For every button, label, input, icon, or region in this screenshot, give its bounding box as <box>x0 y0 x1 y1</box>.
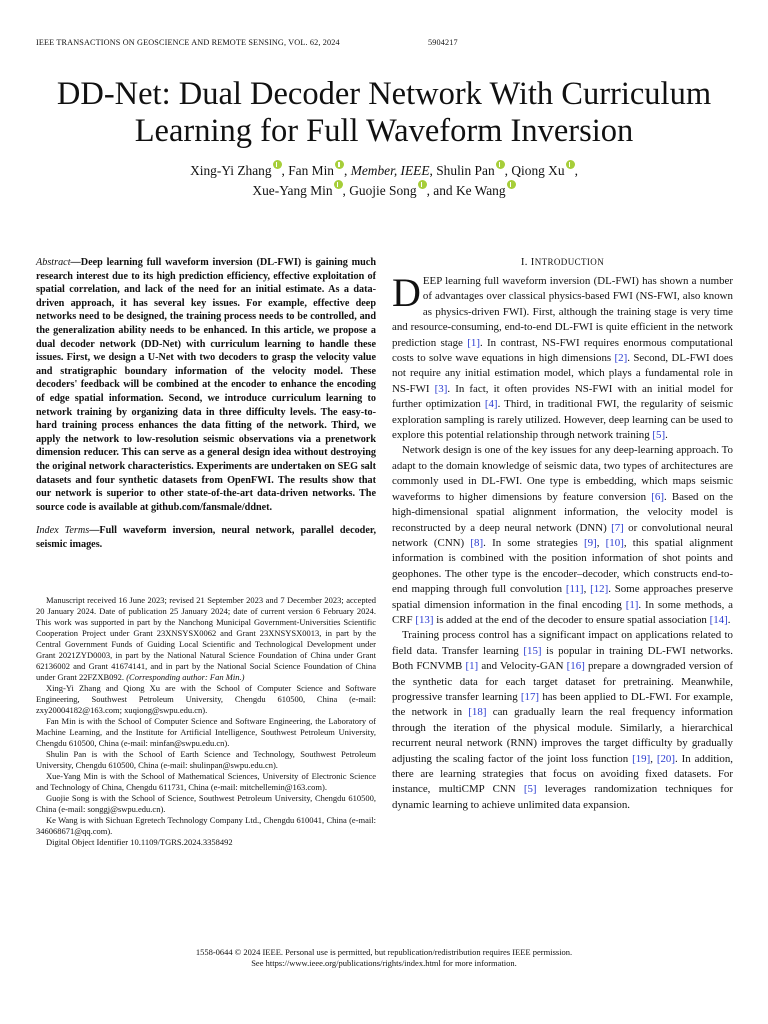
citation-link[interactable]: [14] <box>709 613 728 626</box>
citation-link[interactable]: [16] <box>566 660 585 673</box>
citation-link[interactable]: [20] <box>656 752 676 765</box>
footnote-affiliation: Ke Wang is with Sichuan Egretech Technology Company Ltd., Chengdu 610041, China (e-mail: 346068671@qq.com). <box>36 815 376 837</box>
orcid-icon[interactable] <box>566 160 575 169</box>
footnote-affiliation: Fan Min is with the School of Computer Science and Software Engineering, the Laboratory of Machine Learning, and the Institute for Artificial Intelligence, Southwest Petroleum University, Chengdu 610500, China (e-mail: minfan@swpu.edu.cn). <box>36 716 376 749</box>
index-terms-label: Index Terms <box>36 525 90 537</box>
citation-link[interactable]: [18] <box>468 706 487 719</box>
citation-link[interactable]: [4] <box>484 398 498 411</box>
page-number: 5904217 <box>428 38 458 47</box>
author-name: Fan Min <box>288 163 334 178</box>
author-list: Xing-Yi Zhang , Fan Min , Member, IEEE, Shulin Pan , Qiong Xu , Xue-Yang Min , Guojie Song , and Ke Wang <box>60 160 708 200</box>
citation-link[interactable]: [1] <box>465 660 479 673</box>
author-name: Xue-Yang Min <box>252 183 333 198</box>
citation-link[interactable]: [5] <box>652 429 666 442</box>
abstract-text: Deep learning full waveform inversion (DL-FWI) is gaining much research interest due to its high prediction efficiency, effective exploitation of spatial correlation, and lack of the need for an initial estimate. As a data-driven approach, it has several key issues. For example, effective deep networks need to be designed, the training process needs to be controlled, and the generalization ability needs to be enhanced. In this article, we propose a dual decoder network (DD-Net) with curriculum learning to handle these issues. First, we design a U-Net with two decoders to grasp the velocity value and stratigraphic boundary information of the velocity model. These decoders' feedback will be combined at the encoder to enhance the encoding of edge spatial information. Second, we introduce curriculum learning to network training by organizing data in three difficulty levels. The easy-to-hard training process enhances the data fitting of the network. Third, we apply the network to low-resolution seismic observations via a prenetwork dimension reducer. This can serve as a general design idea without destroying the original network characteristics. Experiments are undertaken on SEG salt datasets and four synthetic datasets from OpenFWI. The results show that our network is superior to other state-of-the-art data-driven networks. The source code is available at github.com/fansmale/ddnet. <box>36 257 376 513</box>
citation-link[interactable]: [17] <box>520 690 540 703</box>
left-column <box>36 256 376 848</box>
citation-link[interactable]: [15] <box>523 644 542 657</box>
orcid-icon[interactable] <box>507 180 516 189</box>
footnote-affiliation: Xue-Yang Min is with the School of Mathematical Sciences, University of Electronic Science and Technology of China, Chengdu 611731, China (e-mail: mitchellemin@163.com). <box>36 771 376 793</box>
footnote-manuscript: Manuscript received 16 June 2023; revised 21 September 2023 and 7 December 2023; accepted 20 January 2024. Date of publication 25 January 2024; date of current version 6 February 2024. This work was supported in part by the Nanchong Municipal Government-Universities Scientific Cooperation Project under Grant 23XNSYSX0062 and Grant 23XNSYSX0013, in part by the Central Government Funds of Guiding Local Scientific and Technological Development under Grant 2021ZYD0003, in part by the National Natural Science Foundation of China under Grant 62136002 and Grant 41674141, and in part by the National Social Science Foundation of China under Grant 22FZXB092. (Corresponding author: Fan Min.) <box>36 595 376 683</box>
intro-paragraph: Network design is one of the key issues for any deep-learning approach. To adapt to the domain knowledge of seismic data, two types of architectures are commonly used in DL-FWI. One type is embedding, which maps seismic waveforms to higher dimensions by feature conversion [6]. Based on the high-dimensional spatial alignment information, the velocity model is reconstructed by a deep neural network (DNN) [7] or convolutional neural network (CNN) [8]. In some strategies [9], [10], this spatial alignment information is combined with the position information of shot points and geophones. The other type is the encoder–decoder, which constructs end-to-end mapping through full convolution [11], [12]. Some approaches preserve spatial dimension information in the final encoding [1]. In some methods, a CRF [13] is added at the end of the decoder to ensure spatial association [14]. <box>392 444 733 626</box>
title-line-1: DD-Net: Dual Decoder Network With Curriculum <box>56 76 712 112</box>
orcid-icon[interactable] <box>418 180 427 189</box>
author-name: Xing-Yi Zhang <box>190 163 272 178</box>
rights-line: See https://www.ieee.org/publications/rights/index.html for more information. <box>251 958 517 968</box>
citation-link[interactable]: [10] <box>605 536 624 549</box>
citation-link[interactable]: [12] <box>590 583 609 596</box>
citation-link[interactable]: [1] <box>625 598 639 611</box>
paper-title <box>40 76 728 150</box>
author-name: Shulin Pan <box>436 163 495 178</box>
citation-link[interactable]: [19] <box>632 752 651 765</box>
orcid-icon[interactable] <box>496 160 505 169</box>
citation-link[interactable]: [1] <box>467 336 480 349</box>
orcid-icon[interactable] <box>273 160 282 169</box>
citation-link[interactable]: [7] <box>611 521 624 534</box>
abstract-label: Abstract <box>36 257 71 268</box>
copyright-footer <box>36 947 732 969</box>
author-membership: Member, IEEE <box>350 163 430 178</box>
citation-link[interactable]: [9] <box>584 536 597 549</box>
footnote-doi: Digital Object Identifier 10.1109/TGRS.2024.3358492 <box>46 837 233 848</box>
running-header <box>36 38 732 47</box>
journal-name: IEEE TRANSACTIONS ON GEOSCIENCE AND REMOTE SENSING, VOL. 62, 2024 <box>36 38 340 47</box>
footnote-affiliation: Xing-Yi Zhang and Qiong Xu are with the School of Computer Science and Software Engineering, Southwest Petroleum University, Chengdu 610500, China (e-mail: zxy20004182@163.com; xuqiong@swpu.edu.cn). <box>36 683 376 716</box>
citation-link[interactable]: [11] <box>565 583 584 596</box>
abstract: Abstract—Deep learning full waveform inversion (DL-FWI) is gaining much research interest due to its high prediction efficiency, effective exploitation of spatial correlation, and lack of the need for an initial estimate. As a data-driven approach, it has several key issues. For example, effective deep networks need to be designed, the training process needs to be controlled, and the generalization ability needs to be enhanced. In this article, we propose a dual decoder network (DD-Net) with curriculum learning to handle these issues. First, we design a U-Net with two decoders to grasp the velocity value and stratigraphic boundary information of the velocity model. These decoders' feedback will be combined at the encoder to enhance the encoding of edge spatial information. Second, we introduce curriculum learning to network training by organizing data in three difficulty levels. The easy-to-hard training process enhances the data fitting of the network. Third, we apply the network to low-resolution seismic observations via a prenetwork dimension reducer. This can serve as a general design idea without destroying the original network characteristics. Experiments are undertaken on SEG salt datasets and four synthetic datasets from OpenFWI. The results show that our network is superior to other state-of-the-art data-driven networks. The source code is available at github.com/fansmale/ddnet. <box>36 257 376 513</box>
citation-link[interactable]: [13] <box>415 613 434 626</box>
drop-cap: D <box>392 270 421 315</box>
author-name: Ke Wang <box>455 183 506 198</box>
index-terms: Index Terms—Full waveform inversion, neural network, parallel decoder, seismic images. <box>36 525 376 550</box>
index-terms-text: Full waveform inversion, neural network, parallel decoder, seismic images. <box>36 525 376 550</box>
citation-link[interactable]: [2] <box>614 352 628 365</box>
citation-link[interactable]: [6] <box>651 490 664 503</box>
footnotes <box>36 595 376 848</box>
citation-link[interactable]: [3] <box>434 382 448 395</box>
copyright-line: 1558-0644 © 2024 IEEE. Personal use is permitted, but republication/redistribution requires IEEE permission. <box>195 947 573 957</box>
title-line-2: Learning for Full Waveform Inversion <box>134 113 634 149</box>
orcid-icon[interactable] <box>335 160 344 169</box>
right-column <box>392 256 733 813</box>
footnote-affiliation: Guojie Song is with the School of Science, Southwest Petroleum University, Chengdu 610500, China (e-mail: songgj@swpu.edu.cn). <box>36 793 376 815</box>
orcid-icon[interactable] <box>334 180 343 189</box>
section-heading: I. INTRODUCTION <box>520 256 605 268</box>
citation-link[interactable]: [5] <box>523 783 537 796</box>
footnote-affiliation: Shulin Pan is with the School of Earth Science and Technology, Southwest Petroleum University, Chengdu 610500, China (e-mail: shulinpan@swpu.edu.cn). <box>36 749 376 771</box>
author-name: Qiong Xu <box>511 163 565 178</box>
citation-link[interactable]: [8] <box>470 536 484 549</box>
intro-paragraph: Training process control has a significant impact on applications related to field data. Transfer learning [15] is popular in training DL-FWI networks. Both FCNVMB [1] and Velocity-GAN [16] prepare a downgraded version of the synthetic data for each target dataset for pretraining. Meanwhile, progressive transfer learning [17] has been applied to DL-FWI. For example, the network in [18] can gradually learn the real frequency information through the iteration of the physical module. Similarly, a hierarchical recurrent neural network (RNN) improves the target difficulty by gradually adjusting the scaling factor of the joint loss function [19], [20]. In addition, there are learning strategies that focus on avoiding fixed datasets. For instance, multiCMP CNN [5] leverages randomization techniques for dynamic learning to achieve unlimited data expansion. <box>392 629 734 811</box>
author-name: Guojie Song <box>349 183 417 198</box>
intro-paragraph: DEEP learning full waveform inversion (DL-FWI) has shown a number of advantages over classical physics-based FWI (NS-FWI, also known as physics-driven FWI). First, although the training stage is very time and resource-consuming, end-to-end DL-FWI is quite efficient in the network prediction stage [1]. In contrast, NS-FWI requires enormous computational costs to solve wave equations in high dimensions [2]. Second, DL-FWI does not require any initial estimation model, which plays a fundamental role in NS-FWI [3]. In fact, it often provides NS-FWI with an initial model for further optimization [4]. Third, in traditional FWI, the regularity of seismic exploration sampling is rarely utilized. However, deep learning can be used to explore this potential relationship through network training [5]. <box>392 270 734 442</box>
